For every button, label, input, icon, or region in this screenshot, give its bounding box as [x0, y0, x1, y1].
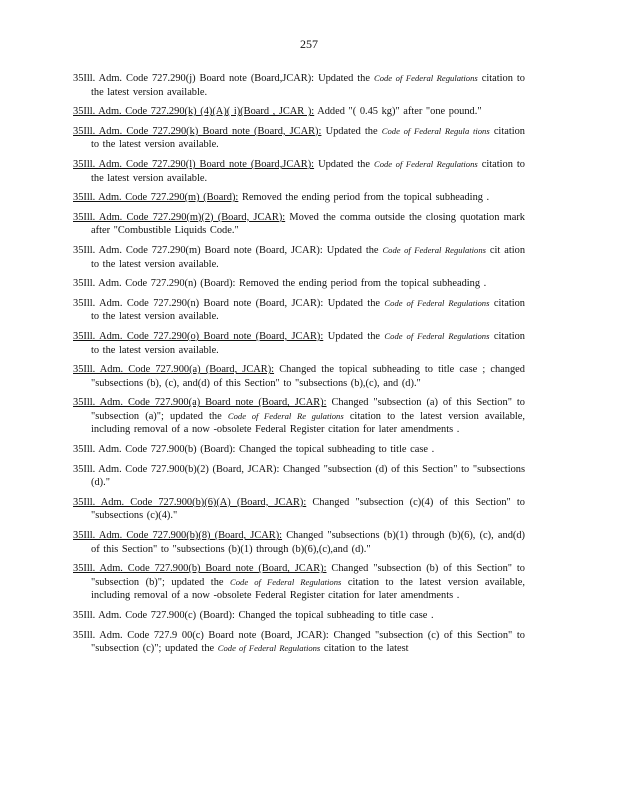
entry-citation: 35Ill. Adm. Code 727.900(b)(8) (Board, JCAR):: [73, 530, 283, 542]
amendment-entry: [73, 297, 525, 324]
entry-change-text: Updated the: [318, 158, 374, 170]
entry-change-text: Added "( 0.45 kg)" after "one pound.": [317, 106, 482, 118]
entry-citation: 35Ill. Adm. Code 727.900(a) (Board, JCAR):: [73, 364, 275, 376]
entry-publication-title: Code of Federal Regulations: [384, 330, 490, 341]
amendment-entry: [73, 105, 525, 119]
entry-change-text: Changed "subsection (a) of this Section" to "subsection (a)"; updated the: [91, 397, 525, 422]
amendment-entry: [73, 211, 525, 238]
amendment-entry: [73, 529, 525, 556]
entry-publication-title: Code of Federal Regulations: [373, 73, 478, 83]
entry-citation: 35Ill. Adm. Code 727.290(n) Board note (Board, JCAR):: [73, 297, 324, 309]
entry-citation: 35Ill. Adm. Code 727.290(m) (Board):: [73, 192, 239, 204]
amendment-entry: [73, 363, 525, 390]
entry-citation: 35Ill. Adm. Code 727.290(m) Board note (Board, JCAR):: [73, 244, 323, 256]
entry-citation: 35Ill. Adm. Code 727.9 00(c) Board note (Board, JCAR):: [73, 629, 329, 641]
entry-citation: 35Ill. Adm. Code 727.290(o) Board note (Board, JCAR):: [73, 330, 324, 342]
entry-change-text: Updated the: [327, 297, 385, 309]
amendment-entry: [73, 443, 525, 457]
entry-change-text-end: citation to the latest version available, including removal of a now -obsolete Federal Register citation for later amendments .: [91, 576, 526, 602]
entry-citation: 35Ill. Adm. Code 727.900(a) Board note (Board, JCAR):: [73, 397, 327, 409]
entry-publication-title: Code of Federal Re gulations: [227, 410, 344, 421]
amendment-entry: [73, 125, 525, 152]
entry-change-text: Updated the: [325, 125, 382, 137]
amendment-entry: [73, 396, 525, 437]
entry-change-text: Changed "subsection (c) of this Section" to "subsection (c)"; updated the: [91, 629, 525, 655]
entry-change-text: Updated the: [327, 330, 385, 342]
entry-change-text-end: citation to the latest version available.: [91, 330, 526, 356]
entry-change-text-end: citation to the latest version available.: [91, 158, 525, 184]
entry-citation: 35Ill. Adm. Code 727.900(b)(6)(A) (Board, JCAR):: [73, 496, 307, 508]
entry-citation: 35Ill. Adm. Code 727.290(n) (Board):: [73, 278, 236, 290]
entry-publication-title: Code of Federal Regulations: [230, 576, 342, 587]
amendment-entry: [73, 609, 525, 623]
amendment-entry: [73, 629, 525, 656]
entry-change-text: Changed the topical subheading to title case ; changed "subsections (b), (c), and(d) of this Section" to "subsections (b),(c), and (d).": [91, 364, 525, 389]
entry-citation: 35Ill. Adm. Code 727.900(b)(2) (Board, JCAR):: [73, 463, 280, 475]
amendment-entry: [73, 72, 525, 99]
entry-change-text-end: cit ation to the latest version available.: [91, 244, 526, 270]
entry-citation: 35Ill. Adm. Code 727.290(l) Board note (Board,JCAR):: [73, 158, 315, 170]
entry-change-text: Moved the comma outside the closing quotation mark after "Combustible Liquids Code.": [91, 211, 525, 237]
entry-change-text-end: citation to the latest version available.: [91, 73, 525, 98]
amendment-entry: [73, 277, 525, 291]
entry-publication-title: Code of Federal Regulations: [382, 244, 486, 255]
entry-citation: 35Ill. Adm. Code 727.290(k) (4)(A)( i)(Board , JCAR ):: [73, 106, 315, 118]
entry-change-text: Changed "subsection (b) of this Section" to "subsection (b)"; updated the: [91, 563, 525, 588]
entry-change-text-end: citation to the latest version available, including removal of a now -obsolete Federal Register citation for later amendments .: [91, 410, 526, 436]
amendment-entry: [73, 244, 525, 271]
entry-change-text: Changed the topical subheading to title case .: [239, 444, 435, 456]
amendment-entry: [73, 463, 525, 490]
entry-change-text: Updated the: [326, 244, 383, 256]
entry-citation: 35Ill. Adm. Code 727.290(j) Board note (Board,JCAR):: [73, 73, 315, 84]
entry-citation: 35Ill. Adm. Code 727.290(m)(2) (Board, JCAR):: [73, 211, 286, 223]
amendment-entry: [73, 330, 525, 357]
entry-change-text-end: citation to the latest version available.: [91, 125, 525, 151]
entry-change-text: Removed the ending period from the topical subheading .: [241, 192, 490, 204]
page-number: 257: [300, 37, 318, 51]
entry-publication-title: Code of Federal Regulations: [373, 158, 478, 169]
entry-change-text: Changed "subsections (b)(1) through (b)(6), (c), and(d) of this Section" to "subsections (b)(1) through (b)(6),(c),and (d).": [91, 530, 525, 555]
entry-change-text-end: citation to the latest: [320, 643, 409, 655]
entry-citation: 35Ill. Adm. Code 727.290(k) Board note (Board, JCAR):: [73, 125, 322, 137]
entry-change-text: Changed "subsection (c)(4) of this Section" to "subsections (c)(4).": [91, 496, 525, 522]
entry-change-text: Changed the topical subheading to title case .: [238, 610, 434, 621]
amendment-entry: [73, 191, 525, 205]
entry-change-text-end: citation to the latest version available.: [91, 297, 526, 323]
entry-change-text: Removed the ending period from the topical subheading .: [239, 278, 487, 290]
amendment-entry: [73, 496, 525, 523]
amendment-entry: [73, 562, 525, 603]
amendment-entries: [73, 72, 525, 662]
entry-citation: 35Ill. Adm. Code 727.900(b) Board note (Board, JCAR):: [73, 563, 327, 575]
entry-publication-title: Code of Federal Regulations: [384, 297, 490, 308]
entry-citation: 35Ill. Adm. Code 727.900(b) (Board):: [73, 444, 236, 456]
amendment-entry: [73, 158, 525, 185]
entry-change-text: Updated the: [318, 73, 374, 84]
entry-publication-title: Code of Federal Regulations: [217, 643, 321, 654]
entry-change-text: Changed "subsection (d) of this Section" to "subsections (d).": [91, 463, 526, 489]
entry-citation: 35Ill. Adm. Code 727.900(c) (Board):: [73, 610, 235, 621]
entry-publication-title: Code of Federal Regula tions: [381, 125, 490, 136]
